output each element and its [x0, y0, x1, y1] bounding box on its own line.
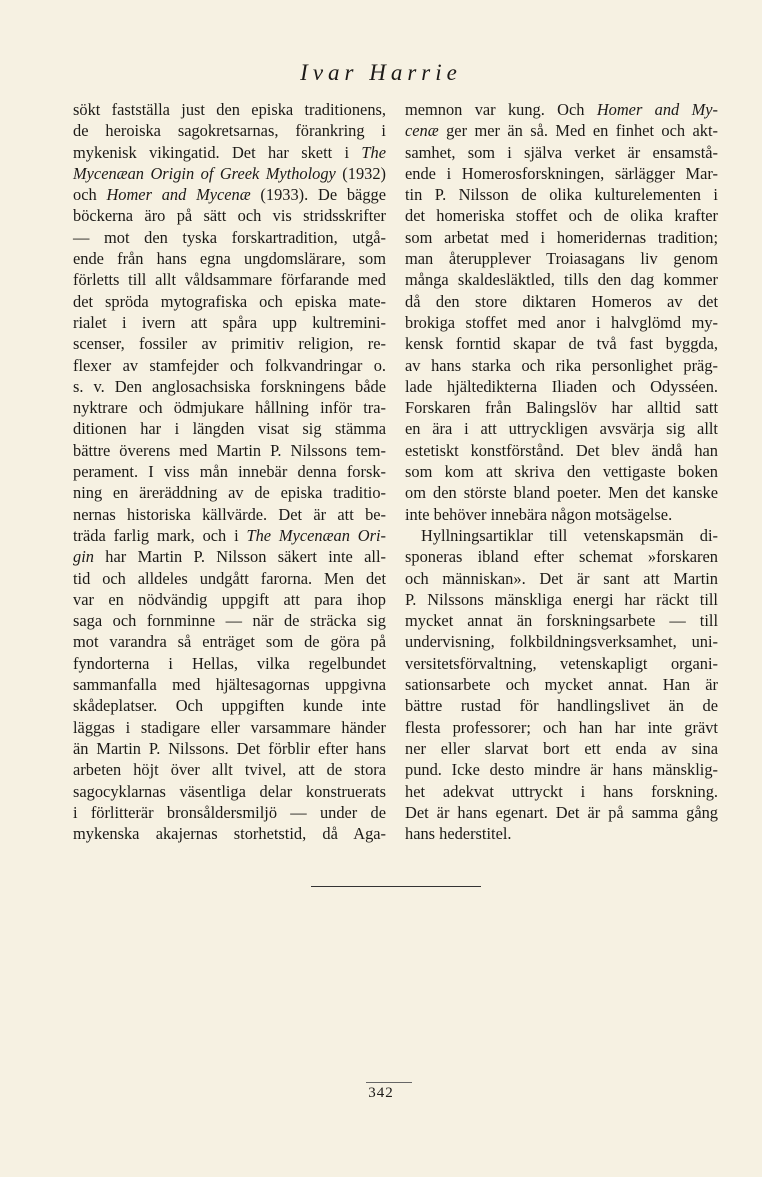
text-run: läggas i stadigare eller varsammare händer [73, 717, 386, 737]
text-run: lade hjältedikterna Iliaden och Odysséen. [405, 376, 718, 396]
text-line [405, 802, 718, 823]
text-line [405, 461, 718, 482]
text-line [405, 717, 718, 738]
text-line [73, 418, 386, 439]
text-run: kensk forntid skapar de två fast byggda, [405, 334, 718, 354]
text-run: sammanfalla med hjältesagornas uppgivna [73, 675, 386, 695]
text-line [73, 631, 386, 652]
italic-title: Homer and My- [596, 100, 718, 119]
text-run: (1933). De bägge [250, 185, 386, 205]
text-run: Forskaren från Balingslöv har alltid satt [405, 398, 718, 418]
text-line [405, 568, 718, 589]
text-line [405, 759, 718, 780]
text-line [73, 610, 386, 631]
text-line [405, 440, 718, 461]
text-run: av hans starka och rika personlighet präg- [405, 355, 718, 375]
text-run: Hyllningsartiklar till vetenskapsmän di- [421, 525, 718, 545]
text-line [73, 184, 386, 205]
text-run: de heroiska sagokretsarnas, förankring i [73, 121, 386, 141]
text-run: het adekvat uttryckt i hans forskning. [405, 781, 718, 801]
text-run: s. v. Den anglosachsiska forskningens både [73, 376, 386, 396]
text-run: böckerna äro på sätt och vis stridsskrifter [73, 206, 386, 226]
text-run: bättre överens med Martin P. Nilssons tem- [73, 440, 386, 460]
text-run: träda farlig mark, och i [73, 525, 247, 545]
text-line [73, 589, 386, 610]
text-run: samhet, som i själva verket är ensamstå- [405, 142, 718, 162]
text-run: mot varandra så enträget som de göra på [73, 632, 386, 652]
text-line [73, 142, 386, 163]
text-run: sponeras ibland efter schemat »forskaren [405, 547, 718, 567]
text-run: (1932) [335, 163, 387, 183]
text-line [405, 482, 718, 503]
text-run: sagocyklarnas väsentliga delar konstruerats [73, 781, 386, 801]
text-line [73, 269, 386, 290]
text-run: estetiskt konstförstånd. Det blev ändå han [405, 440, 718, 460]
text-run: — mot den tyska forskartradition, utgå- [73, 227, 386, 247]
section-divider [311, 886, 481, 887]
text-run: man återupplever Troiasagans liv genom [405, 249, 718, 269]
text-run: brokiga stoffet med anor i halvglömd my- [405, 312, 718, 332]
italic-title: The [361, 142, 386, 162]
text-line [405, 610, 718, 631]
text-line [73, 525, 386, 546]
text-line [405, 653, 718, 674]
text-line [405, 355, 718, 376]
text-line [73, 248, 386, 269]
text-run: sationsarbete och mycket annat. Han är [405, 675, 718, 695]
text-run: tin P. Nilsson de olika kulturelementen i [405, 185, 718, 205]
text-line [73, 227, 386, 248]
text-line [73, 759, 386, 780]
text-run: fyndorterna i Hellas, vilka regelbundet [73, 653, 386, 673]
text-line [405, 269, 718, 290]
text-line [405, 418, 718, 439]
italic-title: cenæ [405, 121, 439, 141]
text-run: inte behöver innebära någon motsägelse. [405, 504, 673, 524]
text-line [73, 397, 386, 418]
text-line [73, 674, 386, 695]
italic-title: The Mycenæan Ori- [246, 525, 386, 545]
text-line [73, 461, 386, 482]
text-run: i förlitterär bronsåldersmiljö — under de [73, 802, 386, 822]
text-line [73, 738, 386, 759]
text-line [73, 312, 386, 333]
text-run: versitetsförvaltning, vetenskapligt organi- [405, 653, 718, 673]
text-line [405, 504, 718, 525]
text-line [73, 695, 386, 716]
text-run: pund. Icke desto mindre är hans mänsklig- [405, 760, 718, 780]
text-line [73, 291, 386, 312]
text-line [405, 823, 718, 844]
text-line [405, 163, 718, 184]
text-line [405, 781, 718, 802]
text-run: som kom att skriva den vettigaste boken [405, 462, 718, 482]
text-line [73, 99, 386, 120]
text-line [73, 205, 386, 226]
text-line [73, 163, 386, 184]
text-line [73, 781, 386, 802]
folio-rule [366, 1082, 412, 1083]
text-line [405, 312, 718, 333]
text-run: många skaldesläktled, tills den dag kommer [405, 270, 718, 290]
text-line [73, 802, 386, 823]
text-run: rialet i ivern att spåra upp kultremini- [73, 312, 386, 332]
text-run: bättre rustad för handlingslivet än de [405, 696, 718, 716]
text-line [405, 120, 718, 141]
text-run: det homeriska stoffet och de olika krafter [405, 206, 718, 226]
text-run: undervisning, folkbildningsverksamhet, uni- [405, 632, 718, 652]
text-run: förletts till allt våldsammare förfarande med [73, 270, 386, 290]
text-run: om den störste bland poeter. Men det kanske [405, 483, 718, 503]
text-run: en ära i att uttryckligen avsvärja sig allt [405, 419, 718, 439]
text-run: och [73, 185, 107, 205]
text-line [405, 738, 718, 759]
page-number: 342 [368, 1085, 394, 1101]
text-line [73, 653, 386, 674]
text-run: flesta professorer; och han har inte grävt [405, 717, 718, 737]
text-run: har Martin P. Nilsson säkert inte all- [93, 547, 386, 567]
running-head: Ivar Harrie [300, 60, 462, 85]
text-line [405, 376, 718, 397]
text-line [405, 695, 718, 716]
text-run: mycket annat än forskningsarbete — till [405, 611, 718, 631]
text-run: skådeplatser. Och uppgiften kunde inte [73, 696, 386, 716]
italic-title: gin [73, 547, 94, 567]
text-run: ditionen har i längden visat sig stämma [73, 419, 386, 439]
text-run: perament. I viss mån innebär denna forsk- [73, 462, 386, 482]
text-run: ning en äreräddning av de episka traditio- [73, 483, 386, 503]
italic-title: Homer and Mycenæ [106, 185, 251, 205]
text-run: P. Nilssons mänskliga energi har räckt till [405, 589, 718, 609]
text-line [73, 355, 386, 376]
text-line [73, 482, 386, 503]
text-run: Det är hans egenart. Det är på samma gång [405, 802, 718, 822]
text-line [405, 205, 718, 226]
text-run: då den store diktaren Homeros av det [405, 291, 718, 311]
text-run: scenser, fossiler av primitiv religion, re- [73, 334, 386, 354]
text-run: tid och alldeles undgått farorna. Men det [73, 568, 386, 588]
text-line [405, 546, 718, 567]
text-line [405, 674, 718, 695]
text-line [73, 717, 386, 738]
text-line [73, 504, 386, 525]
text-run: mykenisk vikingatid. Det har skett i [73, 142, 362, 162]
text-run: nyktrare och ödmjukare hållning inför tra- [73, 398, 386, 418]
text-run: ende i Homerosforskningen, särlägger Mar- [405, 163, 718, 183]
text-line [405, 397, 718, 418]
text-line [405, 589, 718, 610]
text-run: och människan». Det är sant att Martin [405, 568, 718, 588]
text-run: det spröda mytografiska och episka mate- [73, 291, 386, 311]
text-line [73, 120, 386, 141]
italic-title: Mycenæan Origin of Greek Mythology [73, 163, 336, 183]
text-run: memnon var kung. Och [405, 100, 597, 119]
text-line [405, 184, 718, 205]
text-line [405, 248, 718, 269]
text-run: sökt fastställa just den episka traditionens, [73, 100, 386, 119]
left-column [73, 99, 386, 844]
text-run: som arbetat med i homeridernas tradition; [405, 227, 718, 247]
text-line [405, 99, 718, 120]
text-line [405, 631, 718, 652]
text-run: arbeten höjt över allt tvivel, att de stora [73, 760, 386, 780]
text-line [405, 227, 718, 248]
text-line [73, 440, 386, 461]
text-run: ende från hans egna ungdomslärare, som [73, 249, 386, 269]
right-column [405, 99, 718, 844]
text-run: hans hederstitel. [405, 824, 512, 844]
text-line [73, 568, 386, 589]
text-run: saga och fornminne — när de sträcka sig [73, 611, 386, 631]
text-line [405, 333, 718, 354]
text-run: än Martin P. Nilssons. Det förblir efter hans [73, 738, 386, 758]
text-run: mykenska akajernas storhetstid, då Aga- [73, 824, 386, 844]
text-run: ger mer än så. Med en finhet och akt- [438, 121, 718, 141]
text-run: nernas historiska källvärde. Det är att be- [73, 504, 386, 524]
text-line [73, 376, 386, 397]
text-line [73, 546, 386, 567]
text-line [405, 525, 718, 546]
text-run: flexer av stamfejder och folkvandringar o. [73, 355, 386, 375]
text-line [405, 142, 718, 163]
text-line [73, 823, 386, 844]
text-line [73, 333, 386, 354]
text-line [405, 291, 718, 312]
text-run: ner eller slarvat bort ett enda av sina [405, 738, 718, 758]
text-run: var en nödvändig uppgift att para ihop [73, 589, 386, 609]
